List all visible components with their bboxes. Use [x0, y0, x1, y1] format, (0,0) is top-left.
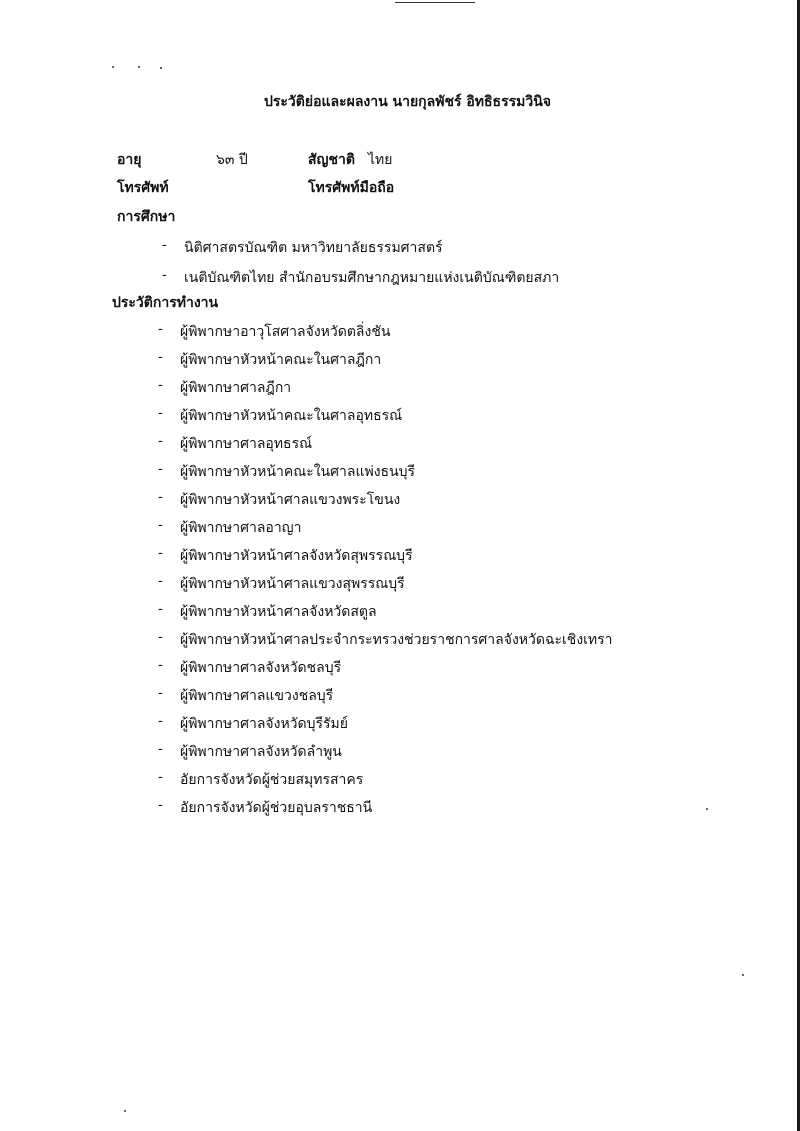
education-heading: การศึกษา	[117, 209, 176, 225]
work-item: ผู้พิพากษาอาวุโสศาลจังหวัดตลิ่งชัน	[180, 324, 391, 340]
work-item: ผู้พิพากษาหัวหน้าศาลแขวงสุพรรณบุรี	[180, 576, 405, 592]
work-item: ผู้พิพากษาศาลจังหวัดบุรีรัมย์	[180, 716, 348, 732]
bullet-dash: -	[158, 517, 163, 533]
bullet-dash: -	[158, 797, 163, 813]
work-item: ผู้พิพากษาหัวหน้าศาลจังหวัดสตูล	[180, 604, 377, 620]
age-value: ๖๓ ปี	[216, 152, 248, 168]
bullet-dash: -	[158, 321, 163, 337]
bullet-dash: -	[158, 657, 163, 673]
scan-speck	[138, 66, 140, 68]
bullet-dash: -	[158, 349, 163, 365]
phone-label: โทรศัพท์	[117, 180, 169, 196]
work-item: ผู้พิพากษาหัวหน้าศาลประจำกระทรวงช่วยราชการศาลจังหวัดฉะเชิงเทรา	[180, 632, 613, 648]
work-item: ผู้พิพากษาศาลแขวงชลบุรี	[180, 688, 334, 704]
bullet-dash: -	[158, 489, 163, 505]
bullet-dash: -	[162, 267, 167, 283]
work-item: ผู้พิพากษาหัวหน้าคณะในศาลอุทธรณ์	[180, 408, 403, 424]
work-item: ผู้พิพากษาศาลฎีกา	[180, 380, 292, 396]
bullet-dash: -	[162, 237, 167, 253]
scan-artifact-line	[395, 2, 475, 3]
work-item: ผู้พิพากษาศาลอุทธรณ์	[180, 436, 313, 452]
bullet-dash: -	[158, 573, 163, 589]
work-item: ผู้พิพากษาหัวหน้าคณะในศาลฎีกา	[180, 352, 382, 368]
work-item: ผู้พิพากษาศาลจังหวัดลำพูน	[180, 744, 342, 760]
bullet-dash: -	[158, 685, 163, 701]
education-item: นิติศาสตรบัณฑิต มหาวิทยาลัยธรรมศาสตร์	[184, 240, 443, 256]
scan-speck	[742, 974, 744, 976]
scan-speck	[160, 67, 162, 69]
bullet-dash: -	[158, 601, 163, 617]
bullet-dash: -	[158, 769, 163, 785]
work-item: ผู้พิพากษาหัวหน้าศาลแขวงพระโขนง	[180, 492, 401, 508]
bullet-dash: -	[158, 405, 163, 421]
bullet-dash: -	[158, 545, 163, 561]
page-title: ประวัติย่อและผลงาน นายกุลพัชร์ อิทธิธรรมวินิจ	[264, 94, 551, 110]
mobile-label: โทรศัพท์มือถือ	[308, 180, 395, 196]
bullet-dash: -	[158, 433, 163, 449]
education-item: เนติบัณฑิตไทย สำนักอบรมศึกษากฎหมายแห่งเนติบัณฑิตยสภา	[184, 270, 560, 286]
work-item: ผู้พิพากษาศาลจังหวัดชลบุรี	[180, 660, 342, 676]
bullet-dash: -	[158, 741, 163, 757]
nationality-label: สัญชาติ	[308, 152, 355, 168]
bullet-dash: -	[158, 377, 163, 393]
age-label: อายุ	[117, 152, 142, 168]
bullet-dash: -	[158, 629, 163, 645]
scan-speck	[124, 1110, 126, 1112]
work-item: อัยการจังหวัดผู้ช่วยสมุทรสาคร	[180, 772, 364, 788]
bullet-dash: -	[158, 461, 163, 477]
work-heading: ประวัติการทำงาน	[112, 295, 219, 311]
work-item: อัยการจังหวัดผู้ช่วยอุบลราชธานี	[180, 800, 373, 816]
scan-speck	[112, 66, 114, 68]
nationality-value: ไทย	[368, 152, 393, 168]
scan-speck	[706, 808, 708, 810]
bullet-dash: -	[158, 713, 163, 729]
work-item: ผู้พิพากษาศาลอาญา	[180, 520, 302, 536]
work-item: ผู้พิพากษาหัวหน้าคณะในศาลแพ่งธนบุรี	[180, 464, 416, 480]
work-item: ผู้พิพากษาหัวหน้าศาลจังหวัดสุพรรณบุรี	[180, 548, 413, 564]
